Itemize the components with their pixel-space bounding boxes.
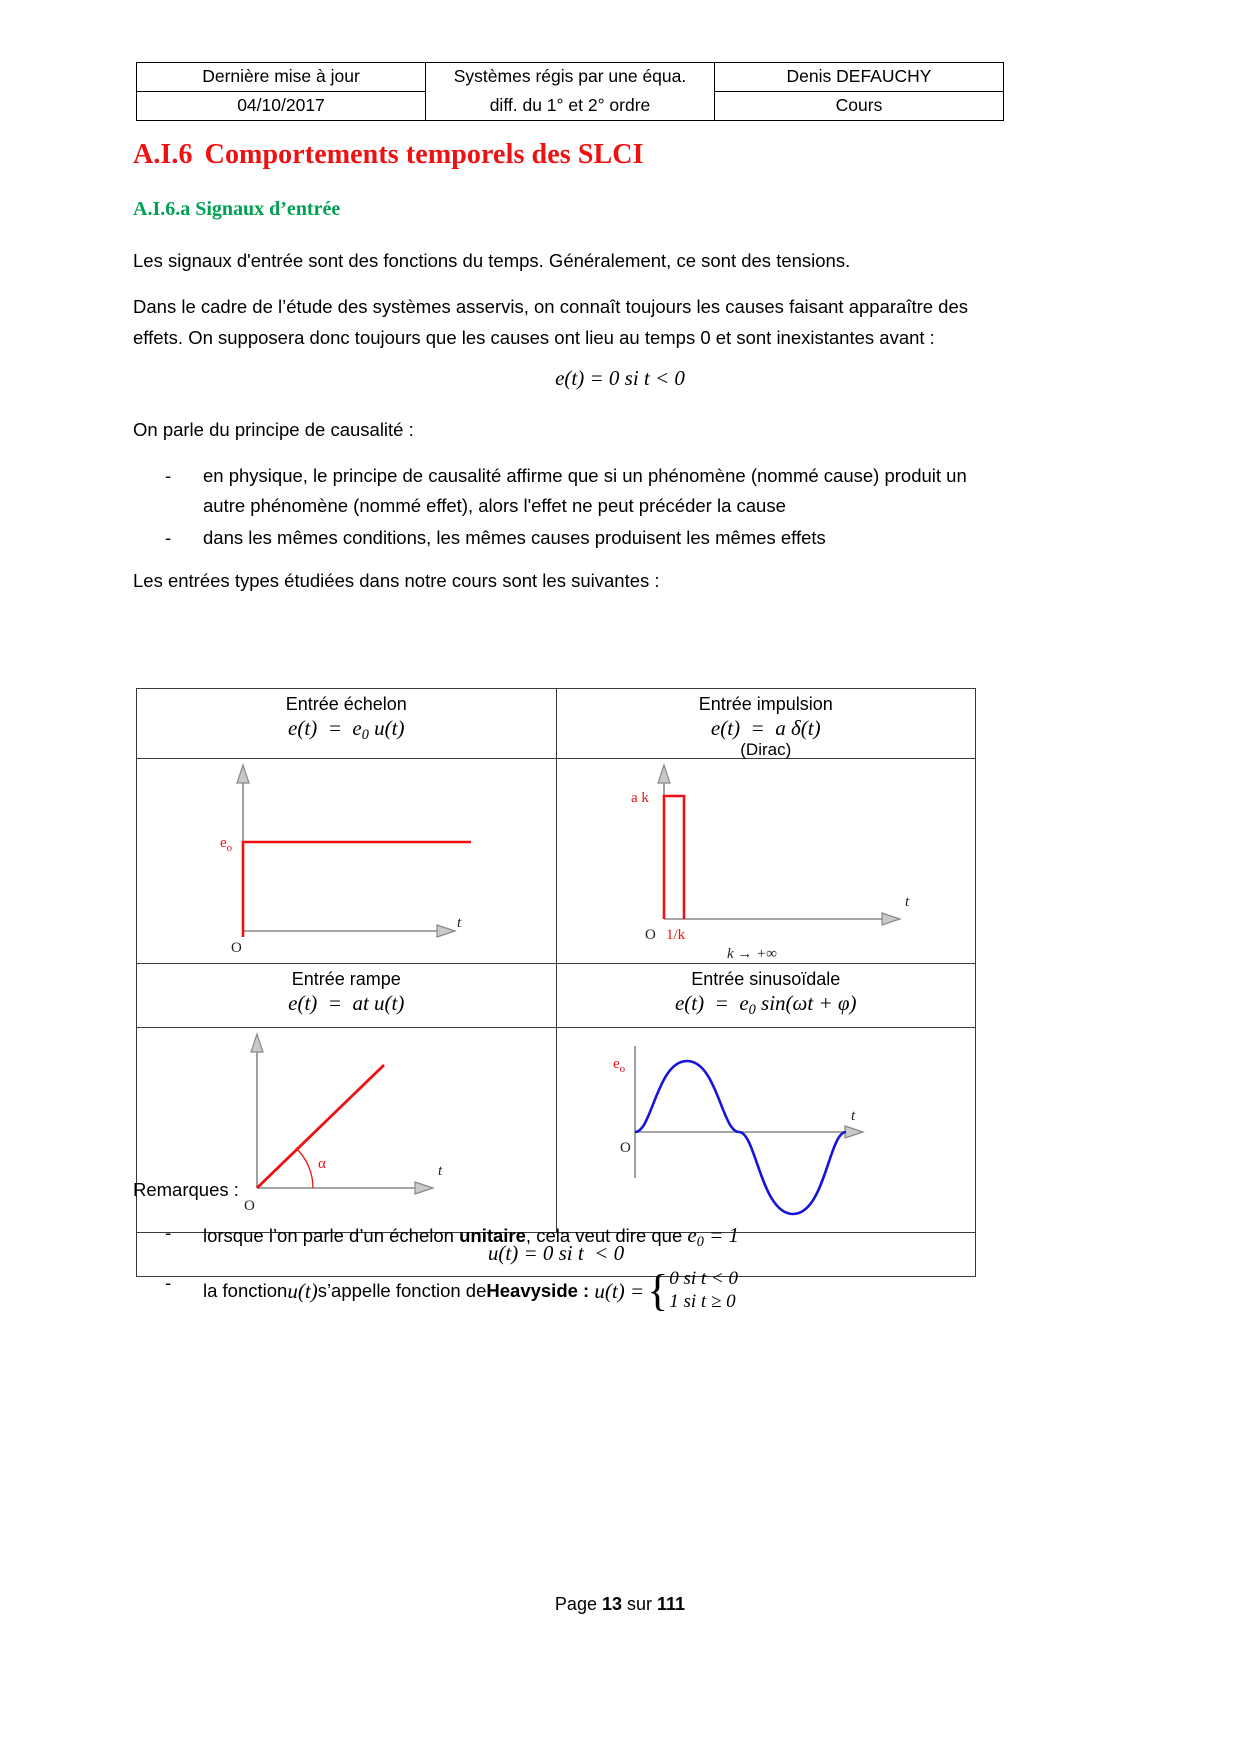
cell-sinus-caption bbox=[557, 964, 976, 1028]
remark2-math2: u(t) = bbox=[594, 1278, 645, 1303]
sinus-origin-label: O bbox=[620, 1140, 631, 1156]
section-number: A.I.6 bbox=[133, 139, 193, 170]
paragraph-causality-principle: On parle du principe de causalité : bbox=[133, 419, 414, 440]
cell-impulsion-caption bbox=[557, 689, 976, 759]
bullet-text bbox=[203, 1218, 995, 1254]
y-axis-arrowhead bbox=[658, 765, 670, 783]
y-axis-arrowhead bbox=[251, 1034, 263, 1052]
case-1: 0 si t < 0 bbox=[669, 1268, 739, 1290]
impulsion-equation: e(t) = a δ(t) bbox=[710, 715, 821, 740]
section-title: Comportements temporels des SLCI bbox=[204, 139, 644, 170]
y-axis-arrowhead bbox=[237, 765, 249, 783]
rampe-title: Entrée rampe bbox=[291, 969, 401, 989]
echelon-origin-label: O bbox=[231, 940, 242, 956]
causality-bullet-list bbox=[165, 461, 995, 555]
table-row bbox=[137, 759, 975, 964]
sinus-y-label: $e_o$ bbox=[613, 1056, 626, 1075]
sinus-chart bbox=[557, 1028, 976, 1233]
impulse-rect bbox=[664, 796, 684, 919]
sinus-equation: $e(t) = e_0$ sin(ωt + φ) bbox=[674, 990, 857, 1018]
remark2-math1: u(t) bbox=[287, 1278, 318, 1303]
bullet-dash: - bbox=[165, 465, 172, 486]
list-item bbox=[165, 461, 995, 521]
equation-causality-text: e(t) = 0 si t < 0 bbox=[555, 366, 685, 390]
equation-causality bbox=[0, 366, 1240, 391]
header-doc-type: Cours bbox=[715, 91, 1004, 120]
remark2-mid: s’appelle fonction de bbox=[317, 1279, 487, 1301]
header-author: Denis DEFAUCHY bbox=[715, 63, 1004, 92]
impulsion-origin-label: O bbox=[645, 927, 656, 943]
footer-middle: sur bbox=[622, 1594, 658, 1614]
impulsion-limit-note: k → +∞ bbox=[727, 946, 777, 962]
remark1-pre: lorsque l’on parle d’un échelon bbox=[203, 1225, 460, 1246]
footer-prefix: Page bbox=[554, 1594, 602, 1614]
heaviside-cases bbox=[647, 1265, 739, 1315]
header-last-update-label: Dernière mise à jour bbox=[137, 63, 426, 92]
impulsion-subtitle: (Dirac) bbox=[740, 739, 792, 759]
bullet-dash: - bbox=[165, 526, 172, 548]
x-axis-arrowhead bbox=[882, 913, 900, 925]
remark1-math: $e_0 = 1$ bbox=[687, 1223, 740, 1250]
section-heading-1 bbox=[133, 139, 644, 171]
paragraph-input-types-intro: Les entrées types étudiées dans notre cours sont les suivantes : bbox=[133, 570, 660, 591]
header-row-top bbox=[137, 63, 1004, 92]
list-item bbox=[165, 523, 995, 553]
section-heading-2: A.I.6.a Signaux d’entrée bbox=[133, 198, 341, 220]
page-footer bbox=[0, 1594, 1240, 1615]
header-row-bottom bbox=[137, 91, 1004, 120]
rampe-equation: e(t) = at u(t) bbox=[288, 990, 405, 1015]
bullet-text: dans les mêmes conditions, les mêmes causes produisent les mêmes effets bbox=[203, 526, 826, 548]
impulsion-tick-label: 1/k bbox=[666, 927, 686, 943]
impulsion-y-label: a k bbox=[631, 790, 649, 806]
list-item bbox=[165, 1218, 995, 1254]
echelon-x-label: t bbox=[457, 915, 462, 931]
impulsion-x-label: t bbox=[905, 894, 910, 910]
bullet-dash: - bbox=[165, 1222, 172, 1243]
sinus-title: Entrée sinusoïdale bbox=[691, 969, 841, 989]
step-curve bbox=[243, 842, 471, 937]
echelon-chart bbox=[137, 759, 557, 964]
brace-icon: { bbox=[647, 1265, 669, 1315]
x-axis-arrowhead bbox=[845, 1126, 863, 1138]
impulsion-chart bbox=[557, 759, 976, 964]
case-2: 1 si t ≥ 0 bbox=[669, 1290, 736, 1312]
list-item bbox=[165, 1265, 995, 1315]
rampe-x-label: t bbox=[438, 1163, 443, 1179]
rampe-angle-label: α bbox=[318, 1156, 326, 1172]
header-subject-line1: Systèmes régis par une équa. bbox=[426, 63, 715, 92]
table-row bbox=[137, 964, 975, 1028]
rampe-origin-label: O bbox=[244, 1198, 255, 1214]
echelon-equation: $e(t) = e_0$ u(t) bbox=[288, 715, 405, 743]
paragraph-causality-context: Dans le cadre de l’étude des systèmes asservis, on connaît toujours les causes faisant apparaître des effets. On supposera donc toujours que les causes ont lieu au temps 0 et sont inexistantes avant : bbox=[133, 296, 969, 348]
table-row bbox=[137, 689, 975, 759]
header-last-update-value: 04/10/2017 bbox=[137, 91, 426, 120]
cell-sinus-plot bbox=[557, 1028, 976, 1233]
footer-page-number: 13 bbox=[601, 1594, 622, 1614]
header-subject-line2: diff. du 1° et 2° ordre bbox=[426, 91, 715, 120]
bullet-text: en physique, le principe de causalité affirme que si un phénomène (nommé cause) produit un autre phénomène (nommé effet), alors l'effet ne peut précéder la cause bbox=[203, 465, 967, 516]
page-header-table bbox=[136, 62, 1004, 121]
sinus-x-label: t bbox=[851, 1108, 856, 1124]
cell-impulsion-plot bbox=[557, 759, 976, 964]
remarks-title: Remarques : bbox=[133, 1179, 239, 1200]
bullet-dash: - bbox=[165, 1272, 172, 1294]
u-function-equation: u(t) = 0 si t < 0 bbox=[487, 1241, 625, 1265]
x-axis-arrowhead bbox=[437, 925, 455, 937]
echelon-title: Entrée échelon bbox=[285, 694, 407, 714]
cell-echelon-caption bbox=[137, 689, 557, 759]
echelon-y-label: $e_o$ bbox=[220, 835, 233, 854]
cell-rampe-caption bbox=[137, 964, 557, 1028]
impulsion-title: Entrée impulsion bbox=[698, 694, 833, 714]
remark2-pre: la fonction bbox=[203, 1279, 288, 1301]
remark2-bold: Heavyside : bbox=[486, 1279, 590, 1301]
remark1-post: , cela veut dire que bbox=[525, 1225, 688, 1246]
paragraph-intro: Les signaux d'entrée sont des fonctions du temps. Généralement, ce sont des tensions. bbox=[133, 250, 851, 271]
bullet-text bbox=[203, 1265, 995, 1315]
remarks-bullet-list bbox=[165, 1218, 995, 1315]
footer-total-pages: 111 bbox=[657, 1594, 686, 1614]
cell-echelon-plot bbox=[137, 759, 557, 964]
remark1-bold: unitaire bbox=[459, 1225, 526, 1246]
sine-curve bbox=[635, 1061, 846, 1214]
